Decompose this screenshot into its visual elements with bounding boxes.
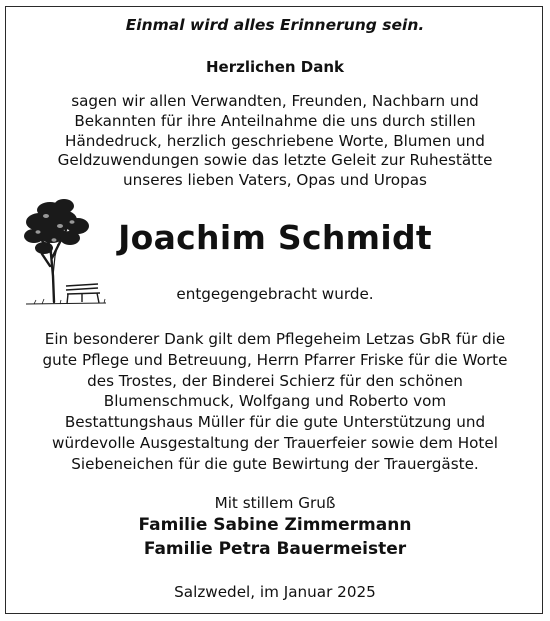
intro-line: Bekannten für ihre Anteilnahme die uns durch stillen <box>74 111 476 130</box>
thanks-line: des Trostes, der Binderei Schierz für den schönen <box>87 371 463 390</box>
greeting: Mit stillem Gruß <box>214 494 336 512</box>
thanks-line: gute Pflege und Betreuung, Herrn Pfarrer Friske für die Worte <box>42 350 508 369</box>
intro-line: unseres lieben Vaters, Opas und Uropas <box>123 171 427 190</box>
thanks-line: Blumenschmuck, Wolfgang und Roberto vom <box>103 392 447 411</box>
after-name-text: entgegengebracht wurde. <box>176 285 374 303</box>
thanks-line: Ein besonderer Dank gilt dem Pflegeheim Letzas GbR für die <box>44 330 506 348</box>
thanks-line: Siebeneichen für die gute Bewirtung der Trauergäste. <box>71 454 479 473</box>
deceased-name: Joachim Schmidt <box>118 218 432 257</box>
thanks-line: Bestattungshaus Müller für die gute Unterstützung und <box>64 413 486 432</box>
intro-line: Händedruck, herzlich geschriebene Worte, Blumen und <box>65 131 485 150</box>
intro-line: Geldzuwendungen sowie das letzte Geleit zur Ruhestätte <box>57 151 493 170</box>
special-thanks-text <box>20 329 530 475</box>
family-signature: Familie Petra Bauermeister <box>143 539 407 559</box>
heading: Herzlichen Dank <box>205 58 344 76</box>
thanks-line: würdevolle Ausgestaltung der Trauerfeier sowie dem Hotel <box>52 433 498 452</box>
intro-line: sagen wir allen Verwandten, Freunden, Nachbarn und <box>71 92 479 110</box>
motto: Einmal wird alles Erinnerung sein. <box>125 16 425 34</box>
family-signature: Familie Sabine Zimmermann <box>138 515 412 535</box>
intro-text <box>30 92 520 191</box>
place-date: Salzwedel, im Januar 2025 <box>174 583 376 601</box>
